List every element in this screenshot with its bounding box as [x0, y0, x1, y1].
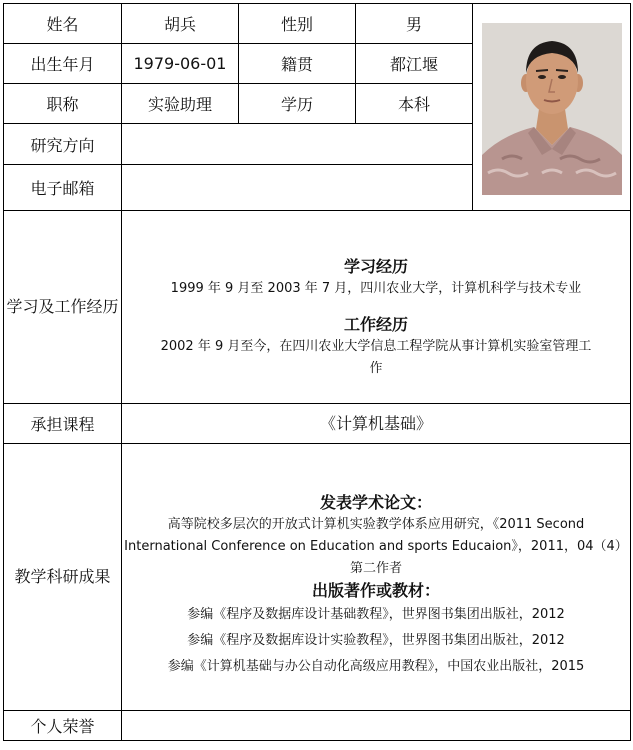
- title-label: 职称: [4, 84, 122, 124]
- email-label: 电子邮箱: [4, 165, 122, 211]
- work-text-line-2: 作: [369, 360, 383, 376]
- birth-value: 1979-06-01: [122, 44, 239, 84]
- origin-value: 都江堰: [356, 44, 473, 84]
- study-text: 1999 年 9 月至 2003 年 7 月，四川农业大学，计算机科学与技术专业: [170, 280, 582, 296]
- books-heading: 出版著作或教材：: [311, 580, 440, 600]
- photo-cell: [473, 4, 631, 211]
- name-value: 胡兵: [122, 4, 239, 44]
- research-output-label: 教学科研成果: [4, 444, 122, 711]
- work-text-line-1: 2002 年 9 月至今，在四川农业大学信息工程学院从事计算机实验室管理工: [160, 338, 592, 354]
- courses-label: 承担课程: [4, 404, 122, 444]
- research-output-content: [122, 444, 631, 711]
- paper-line-3: 第二作者: [349, 560, 402, 576]
- research-value: [122, 124, 473, 165]
- experience-label: 学习及工作经历: [4, 211, 122, 404]
- resume-table: [3, 3, 631, 741]
- name-label: 姓名: [4, 4, 122, 44]
- experience-content: [122, 211, 631, 404]
- row-name: [4, 4, 631, 44]
- book-item-3: 参编《计算机基础与办公自动化高级应用教程》，中国农业出版社，2015: [167, 658, 585, 674]
- portrait-photo: [482, 23, 622, 195]
- study-heading: 学习经历: [343, 256, 408, 276]
- email-value: [122, 165, 473, 211]
- book-item-1: 参编《程序及数据库设计基础教程》，世界图书集团出版社，2012: [187, 606, 565, 622]
- row-courses: [4, 404, 631, 444]
- degree-label: 学历: [239, 84, 356, 124]
- degree-value: 本科: [356, 84, 473, 124]
- paper-line-2: International Conference on Education and sports Educaion》，2011，04（4）: [124, 538, 628, 554]
- portrait-photo-image: [482, 23, 622, 195]
- gender-label: 性别: [239, 4, 356, 44]
- gender-value: 男: [356, 4, 473, 44]
- honors-label: 个人荣誉: [4, 711, 122, 741]
- row-honors: [4, 711, 631, 741]
- birth-label: 出生年月: [4, 44, 122, 84]
- book-item-2: 参编《程序及数据库设计实验教程》，世界图书集团出版社，2012: [187, 632, 565, 648]
- row-experience: [4, 211, 631, 404]
- paper-line-1: 高等院校多层次的开放式计算机实验教学体系应用研究，《2011 Second: [167, 516, 585, 532]
- papers-heading: 发表学术论文：: [319, 492, 432, 512]
- courses-value: 《计算机基础》: [122, 404, 631, 444]
- honors-value: [122, 711, 631, 741]
- origin-label: 籍贯: [239, 44, 356, 84]
- research-label: 研究方向: [4, 124, 122, 165]
- row-research-output: [4, 444, 631, 711]
- work-heading: 工作经历: [343, 314, 408, 334]
- title-value: 实验助理: [122, 84, 239, 124]
